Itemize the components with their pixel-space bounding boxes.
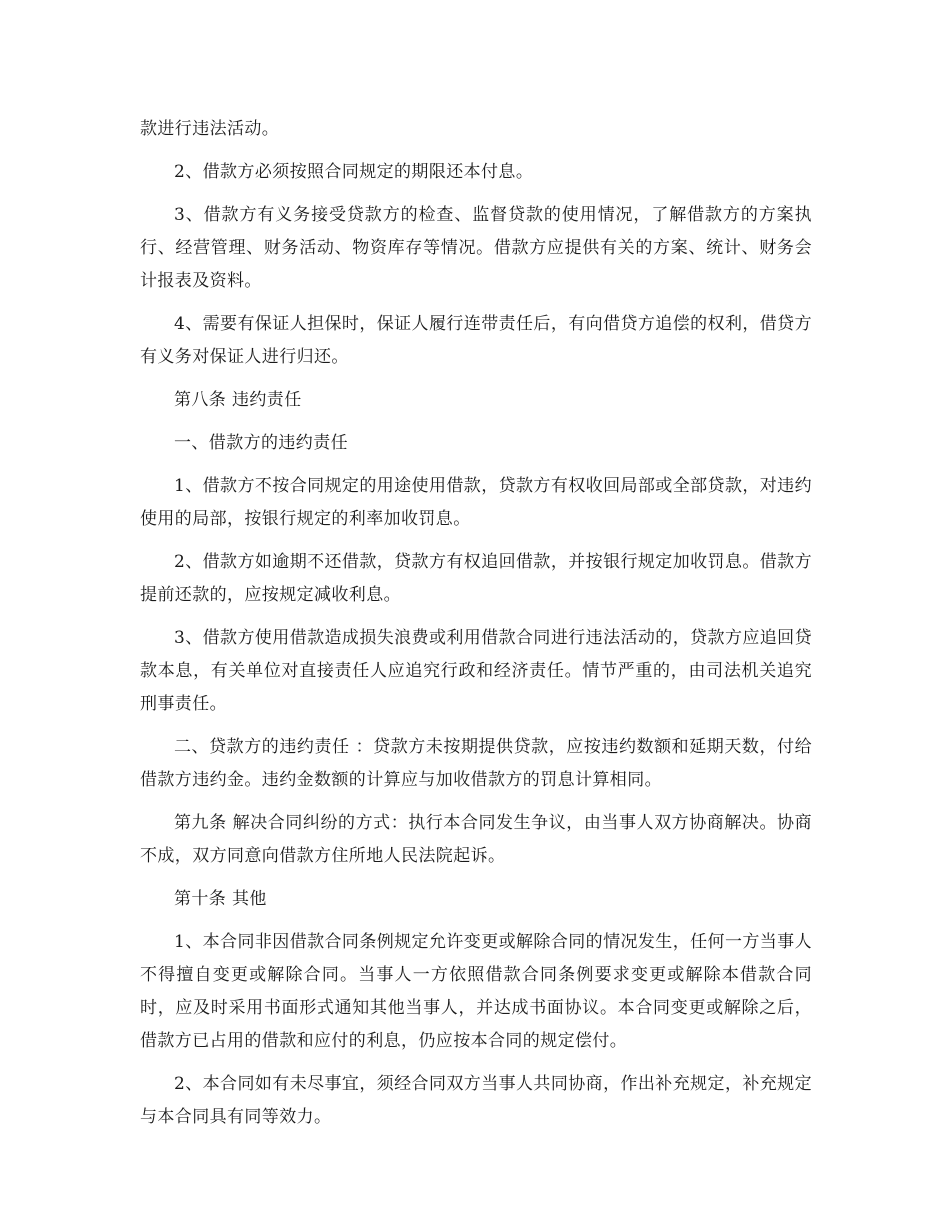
paragraph: 3、借款方有义务接受贷款方的检查、监督贷款的使用情况，了解借款方的方案执行、经营管理、财务活动、物资库存等情况。借款方应提供有关的方案、统计、财务会计报表及资料。	[140, 205, 812, 291]
section-heading: 第八条 违约责任	[174, 390, 302, 410]
section-heading: 第十条 其他	[174, 889, 267, 909]
paragraph: 2、本合同如有未尽事宜，须经合同双方当事人共同协商，作出补充规定，补充规定与本合同具有同等效力。	[140, 1074, 812, 1127]
section-paragraph: 第九条 解决合同纠纷的方式：执行本合同发生争议，由当事人双方协商解决。协商不成，双方同意向借款方住所地人民法院起诉。	[140, 813, 812, 866]
paragraph: 二、贷款方的违约责任 ：贷款方未按期提供贷款，应按违约数额和延期天数，付给借款方违约金。违约金数额的计算应与加收借款方的罚息计算相同。	[140, 737, 812, 790]
paragraph: 款进行违法活动。	[140, 119, 280, 139]
subsection-heading: 一、借款方的违约责任	[174, 433, 348, 453]
document-body	[140, 113, 812, 1144]
paragraph: 1、本合同非因借款合同条例规定允许变更或解除合同的情况发生，任何一方当事人不得擅自变更或解除合同。当事人一方依照借款合同条例要求变更或解除本借款合同时，应及时采用书面形式通知其他当事人，并达成书面协议。本合同变更或解除之后，借款方已占用的借款和应付的利息，仍应按本合同的规定偿付。	[140, 932, 812, 1051]
paragraph: 2、借款方必须按照合同规定的期限还本付息。	[174, 162, 534, 182]
paragraph: 1、借款方不按合同规定的用途使用借款，贷款方有权收回局部或全部贷款，对违约使用的局部，按银行规定的利率加收罚息。	[140, 476, 812, 529]
paragraph: 3、借款方使用借款造成损失浪费或利用借款合同进行违法活动的，贷款方应追回贷款本息，有关单位对直接责任人应追究行政和经济责任。情节严重的，由司法机关追究刑事责任。	[140, 628, 812, 714]
paragraph: 2、借款方如逾期不还借款，贷款方有权追回借款，并按银行规定加收罚息。借款方提前还款的，应按规定减收利息。	[140, 552, 812, 605]
paragraph: 4、需要有保证人担保时，保证人履行连带责任后，有向借贷方追偿的权利，借贷方有义务对保证人进行归还。	[140, 314, 812, 367]
